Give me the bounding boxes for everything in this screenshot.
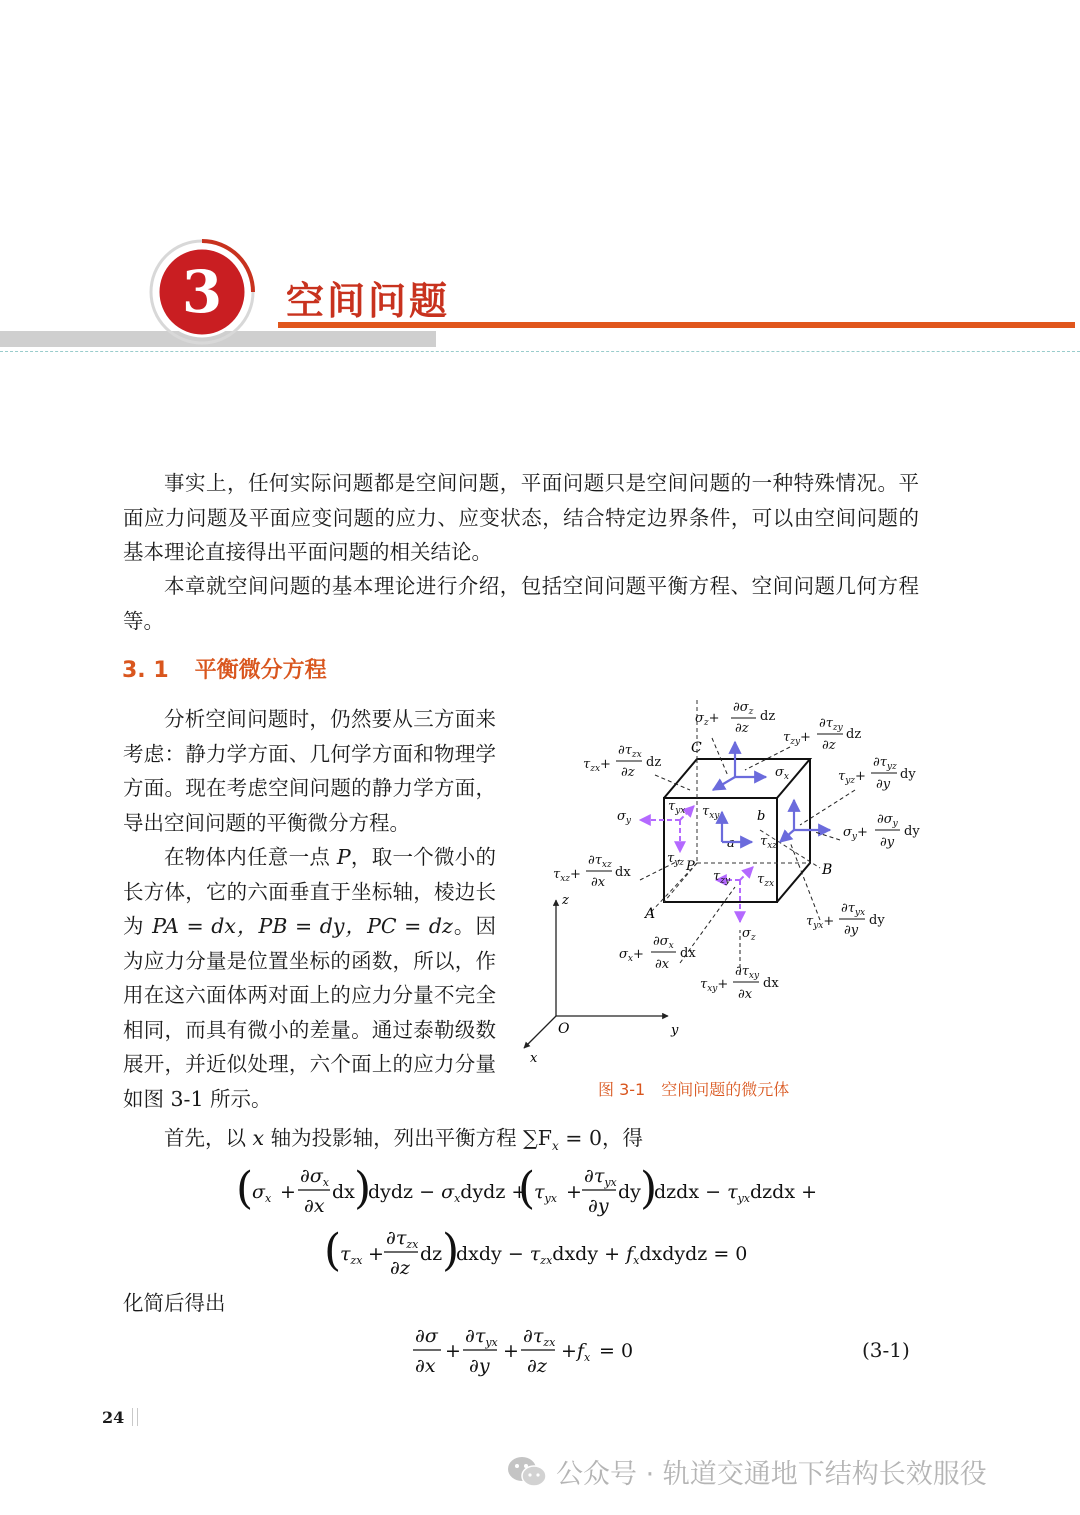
chapter-title: 空间问题 [286,278,451,323]
svg-text:∂σ: ∂σ [415,1325,438,1347]
svg-text:dx: dx [763,976,779,991]
svg-text:τzy+: $\tau_{zy}+$ [783,730,811,747]
svg-text:τxy+: $\tau_{xy}+$ [700,977,729,994]
watermark [506,1452,987,1491]
svg-text:dz: dz [846,727,862,742]
svg-text:+: + [561,1340,577,1362]
svg-text:): ) [442,1225,460,1276]
section-title: 平衡微分方程 [194,658,327,683]
svg-text:∂z: ∂z [390,1257,410,1279]
intro-paragraph-2: 本章就空间问题的基本理论进行介绍，包括空间问题平衡方程、空间问题几何方程等。 [123,574,919,633]
svg-text:∂z: ∂z [822,738,836,753]
svg-text:= 0: = 0 [599,1340,634,1362]
svg-text:σy+: $\sigma_y+$ [843,825,868,842]
svg-text:τyx+: $\tau_{yx}+$ [806,914,835,931]
chapter-number: 3 [181,258,223,326]
svg-text:∂y: ∂y [844,923,859,938]
svg-text:dx: dx [680,946,696,961]
point-C-label: C [691,740,702,756]
sum-fx-subscript: x [552,1139,559,1154]
svg-text:(: ( [236,1163,254,1214]
svg-text:dy: dy [869,913,885,928]
svg-text:dy: dy [618,1181,641,1203]
svg-text:dydz − σxdydz +: dydz − $\sigma_xdydz$ + [368,1181,528,1205]
point-B-label: B [822,862,833,878]
svg-text:dy: dy [900,767,916,782]
body-paragraph-statics: 分析空间问题时，仍然要从三方面来考虑：静力学方面、几何学方面和物理学方面。现在考虑空间问题的静力学方面，导出空间问题的平衡微分方程。 [123,707,496,835]
watermark-text: 公众号 · 轨道交通地下结构长效服役 [556,1459,987,1490]
point-b-label: b [757,809,766,824]
svg-text:σy: $\sigma_y$ [617,809,631,826]
svg-text:(: ( [518,1163,536,1214]
svg-text:∂y: ∂y [876,777,891,792]
svg-text:σx+: $\sigma_x+$ [619,947,644,964]
coordinate-axes [524,900,668,1048]
svg-text:fx: $f_x$ [577,1340,591,1364]
svg-text:τxy: $\tau_{xy}$ [702,804,720,821]
figure-element-diagram [515,690,935,1070]
svg-text:∂z: ∂z [527,1355,547,1377]
axis-x-label: x [530,1051,538,1066]
sum-fx: ∑F [523,1126,552,1150]
svg-text:σz+: $\sigma_z+$ [695,711,720,728]
svg-text:τxz+: $\tau_{xz}+$ [553,867,581,884]
svg-text:∂τyz: $\partial\tau_{yz}$ [873,755,897,772]
svg-text:∂y: ∂y [469,1355,490,1377]
svg-text:): ) [640,1163,658,1214]
figure-caption-text: 空间问题的微元体 [661,1080,790,1099]
svg-text:∂τxz: $\partial\tau_{xz}$ [588,853,612,870]
svg-text:τzx: $\tau_{zx}$ [340,1243,363,1267]
svg-text:∂τyx: $\partial\tau_{yx}$ [465,1325,498,1349]
svg-text:∂z: ∂z [621,765,635,780]
point-P-label: P [686,859,695,874]
point-P: P [336,845,351,869]
origin-label: O [558,1021,570,1037]
section-number: 3. 1 [122,658,169,683]
svg-text:∂x: ∂x [591,875,606,890]
svg-text:τyx: $\tau_{yx}$ [668,799,686,816]
svg-text:∂x: ∂x [415,1355,436,1377]
svg-text:∂τyx: $\partial\tau_{yx}$ [841,901,866,918]
svg-text:σx: $\sigma_x$ [252,1181,272,1205]
axis-x: x [252,1126,265,1150]
svg-text:σx: $\sigma_x$ [775,765,789,782]
svg-text:σz: $\sigma_z$ [742,926,756,943]
stress-labels [553,700,920,1002]
svg-text:+: + [445,1340,461,1362]
svg-text:τyz+: $\tau_{yz}+$ [838,769,866,786]
svg-text:+: + [280,1181,296,1203]
figure-caption [598,1077,789,1100]
svg-text:(: ( [324,1225,342,1276]
point-A-label: A [645,906,656,922]
edge-lengths: PA = dx，PB = dy，PC = dz [152,914,453,938]
svg-text:τyz: $\tau_{yz}$ [667,851,685,868]
svg-text:): ) [354,1163,372,1214]
text-run: 在物体内任意一点 [164,845,337,869]
svg-text:∂τzx: $\partial\tau_{zx}$ [386,1227,419,1251]
svg-text:τzy: $\tau_{zy}$ [713,869,731,886]
svg-text:dx: dx [615,865,631,880]
svg-text:∂y: ∂y [588,1195,609,1217]
header-dashed-divider [0,351,1080,352]
svg-text:∂σx: $\partial\sigma_x$ [653,934,674,951]
text-run: 轴为投影轴，列出平衡方程 [264,1126,524,1150]
svg-text:dz: dz [646,755,662,770]
equation-number: (3-1) [862,1338,910,1362]
svg-text:τzx+: $\tau_{zx}+$ [583,757,611,774]
svg-text:∂x: ∂x [655,957,670,972]
svg-text:+: + [503,1340,519,1362]
figure-caption-label: 图 3-1 [598,1080,646,1099]
section-heading [122,653,327,684]
wechat-icon [506,1454,548,1490]
axis-y-label: y [671,1023,679,1038]
body-paragraph-simplified: 化简后得出 [123,1291,226,1315]
svg-text:∂τzy: $\partial\tau_{zy}$ [819,716,843,733]
svg-text:∂σx: $\partial\sigma_x$ [300,1165,330,1189]
svg-text:τzx: $\tau_{zx}$ [757,872,775,889]
svg-text:∂σz: $\partial\sigma_z$ [733,700,754,717]
equation-3-1 [405,1322,645,1382]
svg-text:∂τyx: $\partial\tau_{yx}$ [584,1165,617,1189]
text-run: = 0，得 [558,1126,644,1150]
svg-text:∂x: ∂x [738,987,753,1002]
body-paragraph-projection [123,1121,919,1164]
svg-text:∂y: ∂y [880,835,895,850]
svg-text:dz: dz [760,709,776,724]
svg-text:dxdy − τzxdxdy + fxdxdydz = 0: dxdy − $\tau_{zx}dxdy$ + $f_xdxdydz = 0$ [456,1243,748,1267]
page-number: 24 [102,1408,125,1427]
svg-text:+: + [368,1243,384,1265]
svg-text:∂x: ∂x [304,1195,325,1217]
equilibrium-equation [230,1160,830,1290]
svg-text:dz: dz [420,1243,443,1265]
body-paragraph-element [123,840,496,1116]
svg-text:τxz: $\tau_{xz}$ [760,834,778,851]
svg-text:+: + [566,1181,582,1203]
axis-z-label: z [562,893,569,908]
intro-paragraph-1: 事实上，任何实际问题都是空间问题，平面问题只是空间问题的一种特殊情况。平面应力问题及平面应变问题的应力、应变状态，结合特定边界条件，可以由空间问题的基本理论直接得出平面问题的相关结论。 [123,471,919,564]
svg-text:dzdx − τyxdzdx +: dzdx − $\tau_{yx}dzdx$ + [654,1181,818,1205]
chapter-badge [148,238,256,346]
svg-text:∂τxy: $\partial\tau_{xy}$ [735,964,760,981]
text-run: ，取一个微小的长方体，它的六面垂直于坐标轴，棱边长为 [123,845,496,938]
svg-text:∂σy: $\partial\sigma_y$ [877,812,898,829]
svg-text:τyx: $\tau_{yx}$ [534,1181,557,1205]
page-number-bar [132,1408,138,1426]
svg-text:∂τzx: $\partial\tau_{zx}$ [523,1325,556,1349]
point-a-label: a [727,836,735,851]
text-run: 首先，以 [164,1126,253,1150]
svg-text:∂z: ∂z [735,721,749,736]
svg-text:dx: dx [332,1181,355,1203]
svg-text:dy: dy [904,824,920,839]
svg-text:∂τzx: $\partial\tau_{zx}$ [618,743,642,760]
text-run: 。因为应力分量是位置坐标的函数，所以，作用在这六面体两对面上的应力分量不完全相同，而具有微小的差量。通过泰勒级数展开，并近似处理，六个面上的应力分量如图 3-1 所示。 [123,914,496,1111]
